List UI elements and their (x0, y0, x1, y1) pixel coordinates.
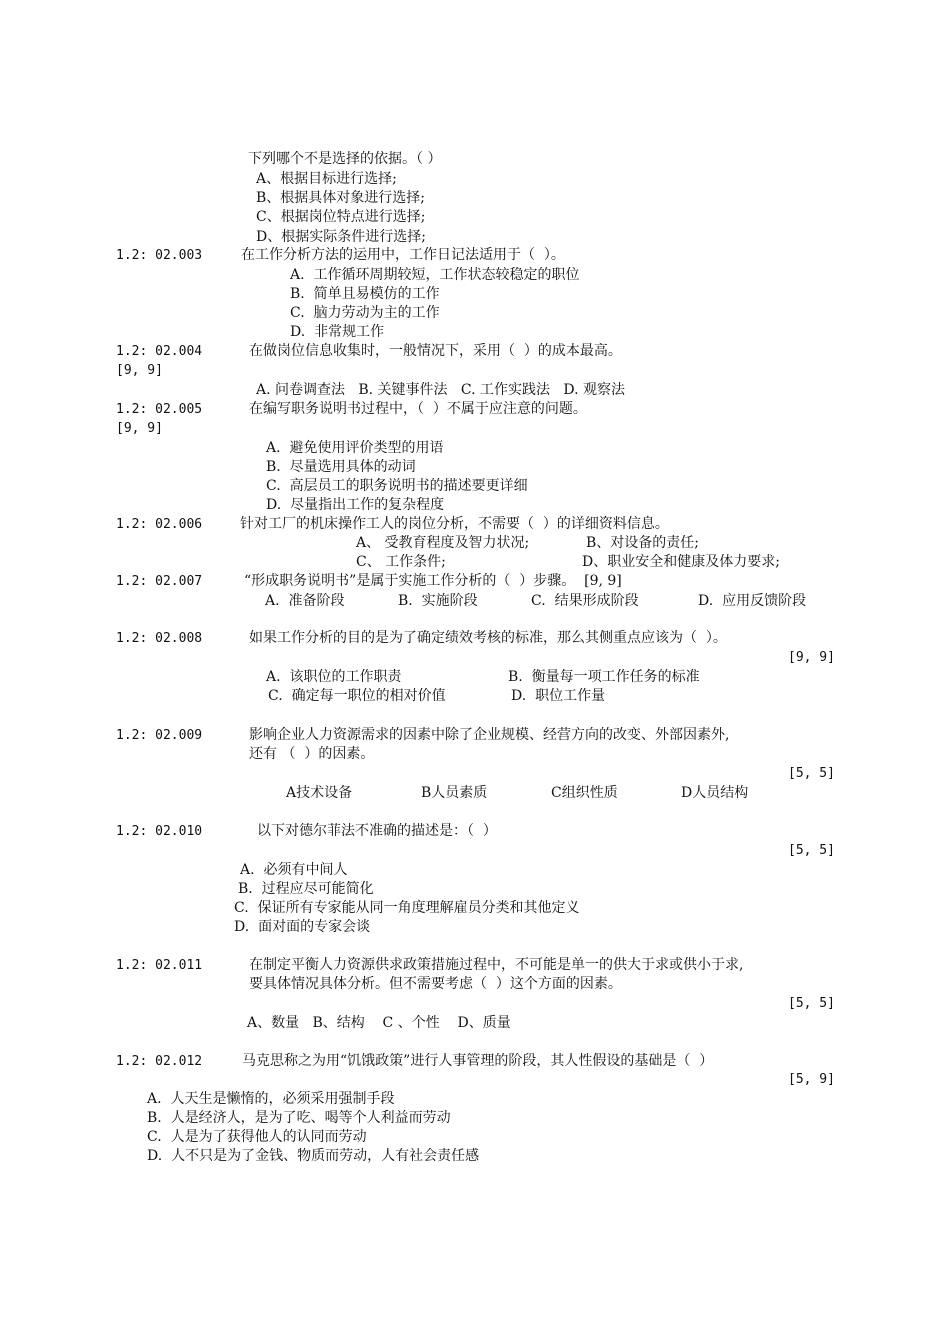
option-b: B. 过程应尽可能简化 (238, 881, 374, 897)
question-id: 1.2: 02.012 (116, 1054, 203, 1069)
score: [5, 5] (788, 996, 835, 1011)
option-d: D. 尽量指出工作的复杂程度 (266, 497, 445, 513)
question-stem: 在做岗位信息收集时，一般情况下，采用（ ）的成本最高。 (249, 343, 622, 359)
option-b: B、对设备的责任; (586, 535, 700, 551)
option-b: B. 实施阶段 (398, 593, 478, 609)
score: [9, 9] (116, 421, 163, 436)
question-id: 1.2: 02.011 (116, 958, 203, 973)
option-c: C、根据岗位特点进行选择; (256, 209, 426, 225)
option-c: C组织性质 (551, 785, 618, 801)
option-a: A. 该职位的工作职责 (266, 669, 402, 685)
option-b: B. 简单且易模仿的工作 (290, 286, 440, 302)
score: [9, 9] (116, 363, 163, 378)
option-d: D. 应用反馈阶段 (698, 593, 807, 609)
option-d: D. 人不只是为了金钱、物质而劳动，人有社会责任感 (147, 1148, 480, 1164)
option-d: D. 非常规工作 (290, 324, 385, 340)
option-a: A. 必须有中间人 (240, 862, 348, 878)
option-a: A、 受教育程度及智力状况; (356, 535, 530, 551)
option-d: D. 面对面的专家会谈 (234, 919, 371, 935)
option-c: C. 保证所有专家能从同一角度理解雇员分类和其他定义 (234, 900, 580, 916)
option-b: B. 衡量每一项工作任务的标准 (508, 669, 700, 685)
question-stem: 影响企业人力资源需求的因素中除了企业规模、经营方向的改变、外部因素外, (249, 727, 730, 743)
question-id: 1.2: 02.007 (116, 574, 203, 589)
option-b: B人员素质 (421, 785, 488, 801)
question-stem: 在编写职务说明书过程中，（ ）不属于应注意的问题。 (249, 401, 587, 417)
option-a: A. 避免使用评价类型的用语 (266, 440, 444, 456)
options-line: A. 问卷调查法 B. 关键事件法 C. 工作实践法 D. 观察法 (256, 382, 625, 398)
question-stem: 在工作分析方法的运用中，工作日记法适用于（ ）。 (241, 247, 565, 263)
option-c: C. 确定每一职位的相对价值 (268, 688, 446, 704)
option-c: C. 结果形成阶段 (531, 593, 639, 609)
option-a: A. 准备阶段 (265, 593, 345, 609)
score: [5, 9] (788, 1072, 835, 1087)
option-a: A、根据目标进行选择; (256, 171, 397, 187)
question-stem: 以下对德尔菲法不准确的描述是：（ ） (257, 823, 497, 839)
option-a: A技术设备 (286, 785, 353, 801)
option-d: D、职业安全和健康及体力要求; (582, 554, 780, 570)
option-d: D、根据实际条件进行选择; (256, 229, 426, 245)
question-stem-cont: 还有 （ ）的因素。 (249, 746, 375, 762)
option-b: B、根据具体对象进行选择; (256, 190, 426, 206)
option-b: B. 尽量选用具体的动词 (266, 459, 416, 475)
options-line: A、数量 B、结构 C 、个性 D、质量 (247, 1015, 511, 1031)
question-stem: 针对工厂的机床操作工人的岗位分析，不需要（ ）的详细资料信息。 (240, 516, 669, 532)
option-d: D人员结构 (681, 785, 749, 801)
question-stem: 如果工作分析的目的是为了确定绩效考核的标准，那么其侧重点应该为（ ）。 (249, 630, 727, 646)
option-a: A. 人天生是懒惰的，必须采用强制手段 (147, 1091, 395, 1107)
option-c: C. 脑力劳动为主的工作 (290, 305, 440, 321)
option-b: B. 人是经济人，是为了吃、喝等个人利益而劳动 (147, 1110, 451, 1126)
question-id: 1.2: 02.010 (116, 824, 203, 839)
question-id: 1.2: 02.005 (116, 402, 203, 417)
question-id: 1.2: 02.003 (116, 248, 203, 263)
option-c: C. 人是为了获得他人的认同而劳动 (147, 1129, 367, 1145)
option-d: D. 职位工作量 (511, 688, 606, 704)
score: [5, 5] (788, 843, 835, 858)
question-id: 1.2: 02.008 (116, 631, 203, 646)
question-id: 1.2: 02.009 (116, 728, 203, 743)
score: [9, 9] (788, 650, 835, 665)
option-c: C. 高层员工的职务说明书的描述要更详细 (266, 478, 528, 494)
question-stem: 在制定平衡人力资源供求政策措施过程中，不可能是单一的供大于求或供小于求, (249, 957, 744, 973)
question-stem: 下列哪个不是选择的依据。（ ） (248, 151, 442, 167)
question-stem: “形成职务说明书”是属于实施工作分析的（ ）步骤。 [9, 9] (244, 573, 622, 589)
score: [5, 5] (788, 766, 835, 781)
option-c: C、 工作条件; (356, 554, 446, 570)
question-stem: 马克思称之为用“饥饿政策”进行人事管理的阶段，其人性假设的基础是（ ） (242, 1053, 714, 1069)
question-id: 1.2: 02.004 (116, 344, 203, 359)
question-stem-cont: 要具体情况具体分析。但不需要考虑（ ）这个方面的因素。 (249, 976, 622, 992)
question-id: 1.2: 02.006 (116, 517, 203, 532)
option-a: A. 工作循环周期较短，工作状态较稳定的职位 (290, 267, 580, 283)
